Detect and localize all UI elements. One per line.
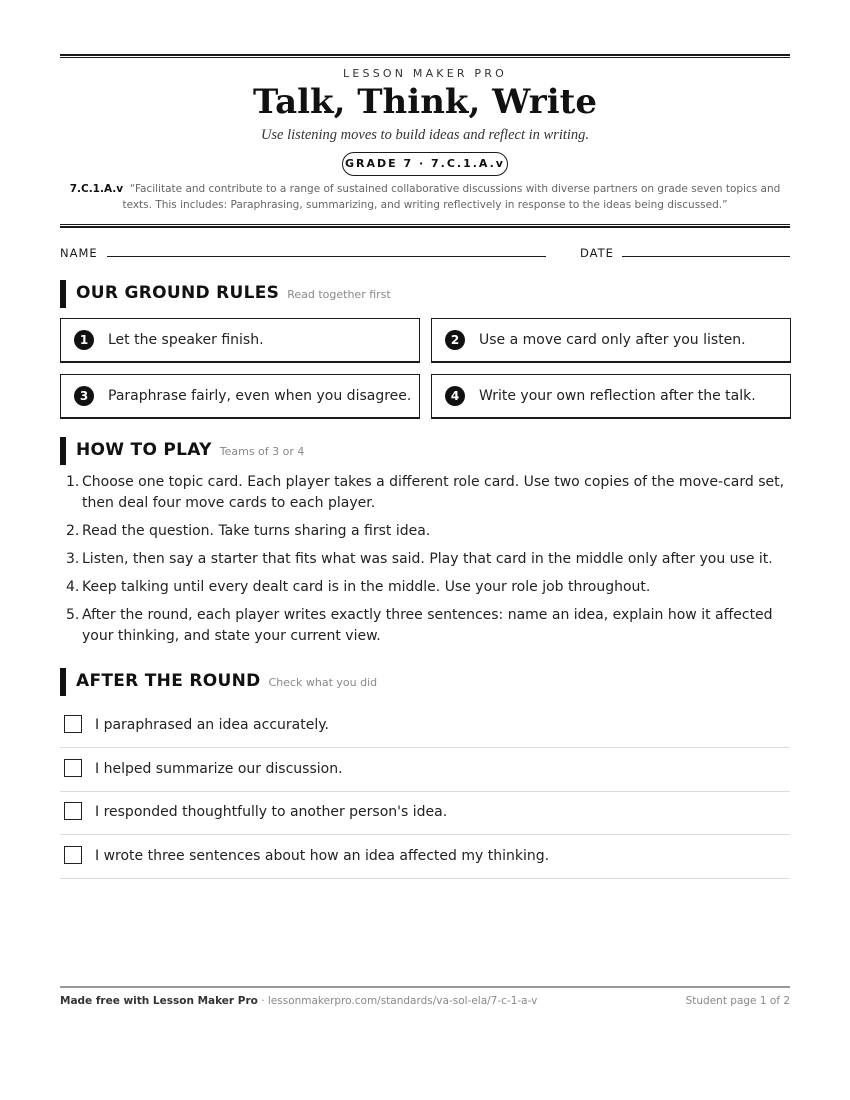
standard-code: 7.C.1.A.v (69, 183, 124, 195)
footer-separator: · (257, 995, 268, 1007)
instruction-step (60, 549, 790, 570)
worksheet-page (60, 0, 790, 1100)
ground-rule-card (60, 318, 420, 363)
step-text: Keep talking until every dealt card is in the middle. Use your role job throughout. (82, 579, 651, 595)
instruction-steps (60, 472, 790, 654)
ground-rules-subtitle: Read together first (287, 288, 391, 301)
step-text: Read the question. Take turns sharing a first idea. (82, 523, 431, 539)
how-to-play-subtitle: Teams of 3 or 4 (219, 445, 305, 458)
after-round-title: AFTER THE ROUND (76, 671, 261, 691)
name-label: NAME (60, 246, 98, 260)
checklist-text: I responded thoughtfully to another person's idea. (95, 804, 448, 820)
how-to-play-heading (76, 440, 304, 460)
standard-description (60, 182, 790, 213)
header-top-rule (60, 54, 790, 58)
section-marker (60, 437, 66, 465)
instruction-step (60, 472, 790, 514)
rule-text: Let the speaker finish. (108, 332, 264, 348)
section-marker (60, 668, 66, 696)
ground-rule-card (431, 318, 791, 363)
name-field[interactable] (107, 256, 546, 257)
footer-made-with: Made free with Lesson Maker Pro (60, 995, 258, 1007)
checkbox[interactable] (64, 802, 82, 820)
after-round-heading (76, 671, 377, 691)
rule-number-badge: 3 (74, 386, 94, 406)
checklist-text: I wrote three sentences about how an idea affected my thinking. (95, 848, 550, 864)
step-number: 4. (66, 579, 80, 595)
page-subtitle: Use listening moves to build ideas and reflect in writing. (260, 127, 590, 143)
checklist-item[interactable] (60, 791, 790, 835)
instruction-step (60, 521, 790, 542)
step-number: 5. (66, 607, 80, 623)
date-label: DATE (580, 246, 614, 260)
rule-text: Use a move card only after you listen. (479, 332, 746, 348)
ground-rule-card (431, 374, 791, 419)
rule-number-badge: 2 (445, 330, 465, 350)
section-marker (60, 280, 66, 308)
ground-rules-title: OUR GROUND RULES (76, 283, 280, 303)
step-text: Listen, then say a starter that fits what was said. Play that card in the middle only after you use it. (82, 551, 773, 567)
brand-name: LESSON MAKER PRO (343, 67, 507, 80)
rule-text: Paraphrase fairly, even when you disagree. (108, 388, 412, 404)
ground-rules-heading (76, 283, 391, 303)
footer-credit (60, 995, 537, 1007)
checklist-item[interactable] (60, 704, 790, 748)
step-number: 3. (66, 551, 80, 567)
checklist-text: I helped summarize our discussion. (95, 761, 343, 777)
checkbox[interactable] (64, 715, 82, 733)
step-number: 1. (66, 474, 80, 490)
step-text: Choose one topic card. Each player takes a different role card. Use two copies of the move-card set, then deal four move cards to each player. (82, 474, 785, 511)
checkbox[interactable] (64, 759, 82, 777)
date-field[interactable] (622, 256, 790, 257)
how-to-play-title: HOW TO PLAY (76, 440, 212, 460)
checklist-item[interactable] (60, 748, 790, 792)
step-text: After the round, each player writes exactly three sentences: name an idea, explain how it affected your thinking, and state your current view. (82, 607, 773, 644)
after-round-subtitle: Check what you did (268, 676, 378, 689)
checklist-item[interactable] (60, 835, 790, 879)
ground-rule-card (60, 374, 420, 419)
checklist-text: I paraphrased an idea accurately. (95, 717, 329, 733)
rule-number-badge: 4 (445, 386, 465, 406)
footer-url-link[interactable]: lessonmakerpro.com/standards/va-sol-ela/7-c-1-a-v (267, 995, 538, 1007)
step-number: 2. (66, 523, 80, 539)
header-bottom-rule (60, 224, 790, 228)
footer-rule (60, 986, 790, 988)
grade-badge: GRADE 7 · 7.C.1.A.v (342, 152, 508, 176)
checkbox[interactable] (64, 846, 82, 864)
rule-number-badge: 1 (74, 330, 94, 350)
page-number: Student page 1 of 2 (685, 995, 790, 1007)
instruction-step (60, 605, 790, 647)
rule-text: Write your own reflection after the talk. (479, 388, 756, 404)
standard-text: “Facilitate and contribute to a range of sustained collaborative discussions with diverse partners on grade seven topics and texts. This includes: Paraphrasing, summarizing, and writing reflectively in response to the ideas being discussed.” (122, 183, 781, 211)
instruction-step (60, 577, 790, 598)
page-title: Talk, Think, Write (253, 82, 597, 122)
